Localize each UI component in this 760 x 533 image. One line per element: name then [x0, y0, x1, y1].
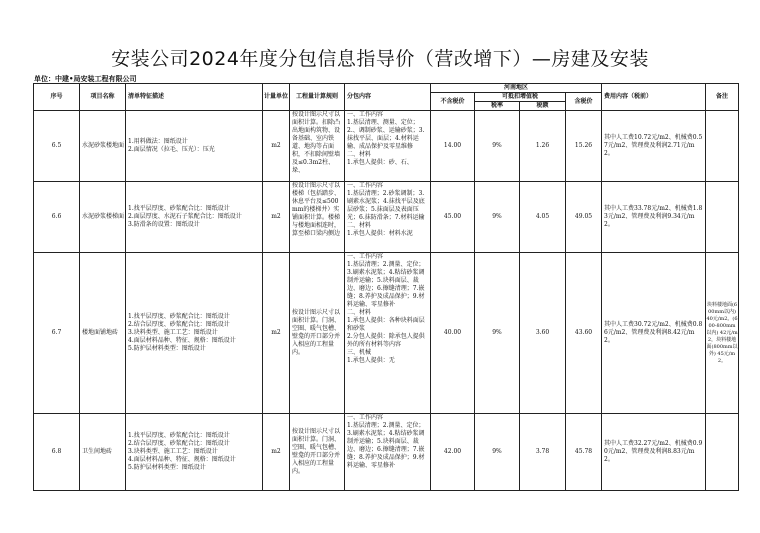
row-subcontract: [345, 111, 431, 182]
row-seq: 6.7: [34, 253, 80, 414]
row-item-name: 水泥砂浆楼地面: [80, 111, 126, 182]
row-remark: [706, 182, 739, 253]
table-row: [34, 414, 739, 491]
sub-line: 二、材料: [347, 222, 372, 229]
sub-line: 一、工作内容: [347, 253, 384, 260]
sub-line: 1.承包人提供：砂、石、: [347, 159, 413, 166]
feature-line: 4.面层材料品种、特征、规格：图纸设计: [128, 337, 236, 344]
feature-line: 1.找平层厚度、砂浆配合比：图纸设计: [128, 432, 230, 439]
row-features: [126, 182, 263, 253]
row-features: [126, 414, 263, 491]
row-price-incl: 49.05: [566, 182, 602, 253]
header-tax-rate: 税率: [475, 102, 520, 111]
feature-line: 3.块料类型、施工工艺：图纸设计: [128, 448, 218, 455]
feature-line: 3.防滑条的设置：图纸设计: [128, 221, 200, 228]
sub-line: 1.基层清理；2.砂浆调制；3.刷素水泥浆；4.抹找平层及底层砂浆；5.抹面层及表面压光；6.抹防滑条；7.材料运输: [347, 190, 425, 221]
row-tax-rate: 9%: [475, 414, 520, 491]
feature-line: 3.块料类型、施工工艺：图纸设计: [128, 329, 218, 336]
row-tax-rate: 9%: [475, 182, 520, 253]
feature-line: 2.结合层厚度、砂浆配合比：图纸设计: [128, 321, 230, 328]
feature-line: 5.防护层材料类型：图纸设计: [128, 464, 206, 471]
row-fee: 其中人工费30.72元/m2、机械费0.86元/m2、管理费及利润8.42元/m2。: [602, 253, 706, 414]
row-unit: m2: [263, 111, 290, 182]
row-tax-amount: 3.60: [520, 253, 566, 414]
header-deductible: 可抵扣增值税: [475, 93, 566, 102]
row-price-incl: 43.60: [566, 253, 602, 414]
row-calc-rule: 按设计图示尺寸以面积计算。门洞、空圈、暖气包槽、壁龛的开口部分并入相应的工程量内。: [290, 253, 345, 414]
sub-line: 二、材料: [347, 151, 372, 158]
row-calc-rule: 按设计图示尺寸以面积计算。门洞、空圈、暖气包槽、壁龛的开口部分并入相应的工程量内。: [290, 414, 345, 491]
row-tax-amount: 3.78: [520, 414, 566, 491]
row-unit: m2: [263, 182, 290, 253]
row-fee: 其中人工费33.78元/m2、机械费1.83元/m2、管理费及利润9.34元/m2。: [602, 182, 706, 253]
row-unit: m2: [263, 414, 290, 491]
sub-line: 1.基层清理、测量、定位；2.、调制砂浆、运输砂浆；3.抹找平层、面层；4.材料运输、成品保护及零星维修: [347, 119, 425, 150]
row-calc-rule: [290, 111, 345, 182]
header-seq: 序号: [34, 84, 80, 111]
row-tax-amount: 1.26: [520, 111, 566, 182]
row-subcontract: [345, 414, 431, 491]
feature-line: 1.找平层厚度、砂浆配合比：图纸设计: [128, 205, 230, 212]
row-subcontract: [345, 182, 431, 253]
feature-line: 2.结合层厚度、砂浆配合比：图纸设计: [128, 440, 230, 447]
header-price-incl: 含税价: [566, 93, 602, 111]
row-tax-rate: 9%: [475, 253, 520, 414]
header-fee: 费用内容（税前）: [602, 84, 706, 111]
sub-line: 一、工作内容: [347, 111, 384, 118]
header-item-name: 项目名称: [80, 84, 126, 111]
row-item-name: 卫生间地砖: [80, 414, 126, 491]
row-tax-rate: 9%: [475, 111, 520, 182]
row-price-excl: 40.00: [431, 253, 475, 414]
row-seq: 6.8: [34, 414, 80, 491]
calc-rule-text: 按设计图示尺寸以楼梯（包括踏步、休息平台及≤500mm的楼梯井）实铺面积计算。楼梯与楼地面相连时，算至梯口梁内侧边: [292, 182, 341, 237]
sub-line: 1.承包人提供：材料水泥: [347, 230, 413, 237]
sub-line: 1.基层清理；2.测量、定位；3.刷素水泥浆；4.粘结砂浆调制并运输；5.块料面层、裁边、磨边；6.擦缝清理；7.嵌缝；8.养护及成品保护；9.材料运输、零星修补: [347, 422, 425, 469]
header-subcontract: 分包内容: [345, 84, 431, 111]
header-unit: 计量单位: [263, 84, 290, 111]
feature-line: 1.找平层厚度、砂浆配合比：图纸设计: [128, 313, 230, 320]
row-fee: 其中人工费32.27元/m2、机械费0.90元/m2、管理费及利润8.83元/m2。: [602, 414, 706, 491]
sub-line: 1.基层清理；2.测量、定位；3.刷素水泥浆；4.粘结砂浆调制并运输；5.块料面层、裁边、磨边；6.擦缝清理；7.嵌缝；8.养护及成品保护；9.材料运输、零星修补: [347, 261, 425, 308]
header-price-excl: 不含税价: [431, 93, 475, 111]
header-region: 河南地区: [431, 84, 602, 93]
subcontract-text: [347, 414, 429, 490]
calc-rule-text: 按设计图示尺寸以面积计算。扣除凸出地面构筑物、设备基础、室内铁道、地沟等占面积，不扣除间壁墙及≤0.3m2柱、垛、: [292, 111, 341, 174]
subcontract-text: [347, 253, 429, 413]
row-calc-rule: [290, 182, 345, 253]
row-features: [126, 253, 263, 414]
row-price-incl: 45.78: [566, 414, 602, 491]
row-subcontract: [345, 253, 431, 414]
row-remark: [706, 111, 739, 182]
price-table: [33, 83, 739, 491]
unit-line: 单位：中建•局安装工程有限公司: [34, 75, 137, 83]
row-unit: m2: [263, 253, 290, 414]
row-price-excl: 14.00: [431, 111, 475, 182]
feature-line: 5.防护层材料类型：图纸设计: [128, 345, 206, 352]
sub-line: 一、工作内容: [347, 414, 384, 421]
header-features: 清单特征描述: [126, 84, 263, 111]
sub-line: 二、材料: [347, 309, 372, 316]
subcontract-text: [347, 182, 429, 252]
row-seq: 6.6: [34, 182, 80, 253]
feature-line: 2.面层情况（拉毛、压光）：压光: [128, 146, 215, 153]
header-tax-amount: 税额: [520, 102, 566, 111]
table-row: [34, 182, 739, 253]
row-item-name: 楼地面铺地砖: [80, 253, 126, 414]
header-calc-rule: 工程量计算规则: [290, 84, 345, 111]
page-title: 安装公司2024年度分包信息指导价（营改增下）—房建及安装: [111, 48, 649, 70]
feature-line: 4.面层材料品种、特征、规格：图纸设计: [128, 456, 236, 463]
row-remark: [706, 414, 739, 491]
header-remarks: 备注: [706, 84, 739, 111]
table-row: [34, 111, 739, 182]
subcontract-text: [347, 111, 429, 181]
row-fee: 其中人工费10.72元/m2、机械费0.57元/m2、管理费及利润2.71元/m2。: [602, 111, 706, 182]
row-remark: 块料楼地面(600mm以内) 40元/m2。(600-800mm以内) 42元/m2，块料楼地面(800mm以外) 45元/m2。: [706, 253, 739, 414]
row-price-excl: 42.00: [431, 414, 475, 491]
sub-line: 一、工作内容: [347, 182, 384, 189]
table-row: [34, 253, 739, 414]
row-price-excl: 45.00: [431, 182, 475, 253]
feature-line: 1.用料做法：图纸设计: [128, 138, 188, 145]
feature-line: 2.面层厚度、水泥石子浆配合比：图纸设计: [128, 213, 242, 220]
sub-line: 1.承包人提供：各种块料面层和砂浆: [347, 317, 425, 332]
row-item-name: 水泥砂浆楼梯面: [80, 182, 126, 253]
row-seq: 6.5: [34, 111, 80, 182]
row-price-incl: 15.26: [566, 111, 602, 182]
sub-line: 2.分包人提供：除承包人提供外的所有材料等内容: [347, 333, 425, 348]
sub-line: 1.承包人提供：无: [347, 357, 395, 364]
row-tax-amount: 4.05: [520, 182, 566, 253]
sub-line: 三、机械: [347, 349, 372, 356]
row-features: [126, 111, 263, 182]
